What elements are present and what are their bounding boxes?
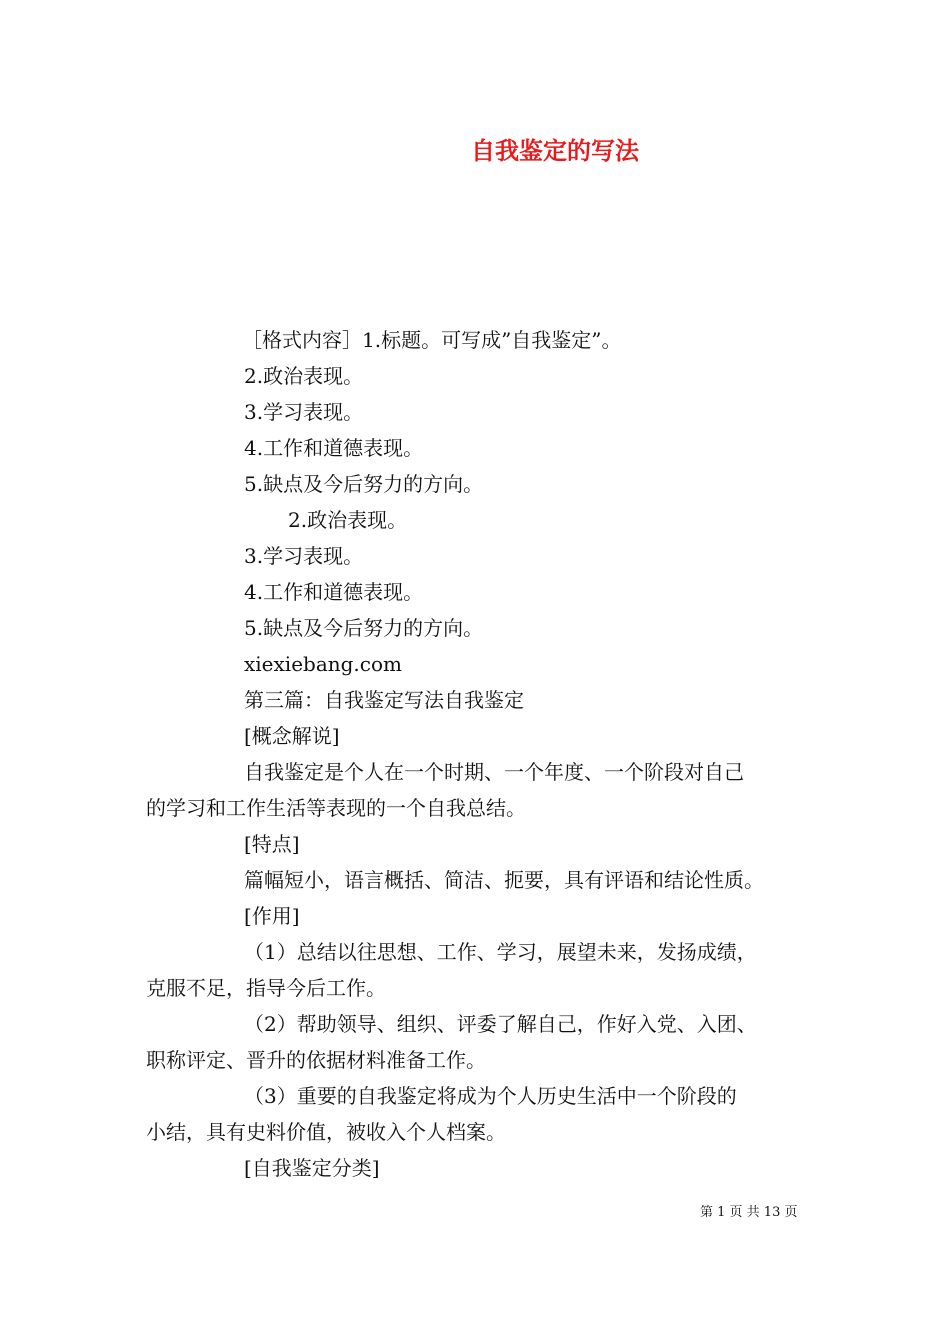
paragraph-line: （2）帮助领导、组织、评委了解自己，作好入党、入团、: [244, 1012, 757, 1036]
text-line: 2.政治表现。: [244, 364, 364, 388]
text-line: 4.工作和道德表现。: [244, 436, 424, 460]
paragraph-line: 自我鉴定是个人在一个时期、一个年度、一个阶段对自己: [244, 760, 744, 784]
subheading-features: [特点]: [244, 832, 300, 856]
document-title: 自我鉴定的写法: [471, 136, 639, 165]
text-line: 3.学习表现。: [244, 400, 364, 424]
text-line-format-content: ［格式内容］1.标题。可写成”自我鉴定”。: [242, 328, 622, 352]
subheading-classification: [自我鉴定分类]: [244, 1156, 380, 1180]
text-line: 3.学习表现。: [244, 544, 364, 568]
paragraph-line: （3）重要的自我鉴定将成为个人历史生活中一个阶段的: [244, 1084, 737, 1108]
text-line: 5.缺点及今后努力的方向。: [244, 616, 484, 640]
section-heading: 第三篇：自我鉴定写法自我鉴定: [244, 688, 524, 712]
paragraph-line: 的学习和工作生活等表现的一个自我总结。: [146, 796, 526, 820]
text-line: 5.缺点及今后努力的方向。: [244, 472, 484, 496]
paragraph-line: 克服不足，指导今后工作。: [146, 976, 386, 1000]
paragraph-line: （1）总结以往思想、工作、学习，展望未来，发扬成绩，: [244, 940, 757, 964]
page-number: 第 1 页 共 13 页: [700, 1205, 798, 1220]
paragraph-line: 篇幅短小，语言概括、简洁、扼要，具有评语和结论性质。: [244, 868, 764, 892]
subheading-concept: [概念解说]: [244, 724, 340, 748]
text-line-website: xiexiebang.com: [244, 652, 402, 676]
paragraph-line: 职称评定、晋升的依据材料准备工作。: [146, 1048, 486, 1072]
text-line: 2.政治表现。: [288, 508, 408, 532]
paragraph-line: 小结，具有史料价值，被收入个人档案。: [146, 1120, 506, 1144]
text-line: 4.工作和道德表现。: [244, 580, 424, 604]
subheading-function: [作用]: [244, 904, 300, 928]
